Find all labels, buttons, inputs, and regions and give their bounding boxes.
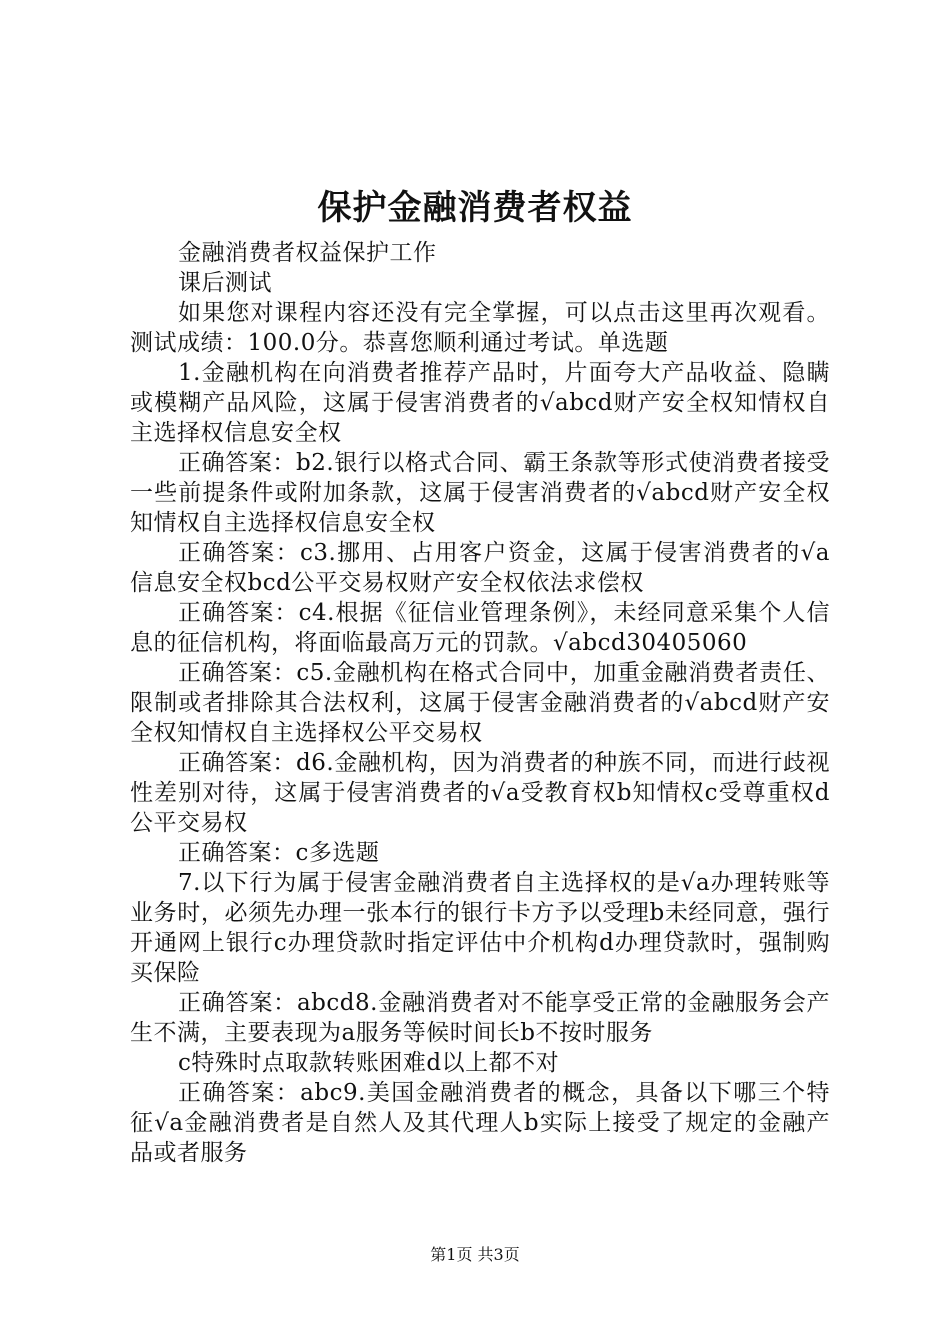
paragraph-9: 正确答案：d6.金融机构，因为消费者的种族不同，而进行歧视性差别对待，这属于侵害消费者的√a受教育权b知情权c受尊重权d公平交易权 bbox=[130, 750, 830, 836]
paragraph-13: c特殊时点取款转账困难d以上都不对 bbox=[178, 1050, 560, 1076]
paragraph-2: 课后测试 bbox=[178, 270, 272, 296]
page-footer bbox=[0, 1244, 950, 1266]
paragraph-10: 正确答案：c多选题 bbox=[178, 840, 380, 866]
paragraph-7: 正确答案：c4.根据《征信业管理条例》，未经同意采集个人信息的征信机构，将面临最高万元的罚款。√abcd30405060 bbox=[130, 600, 830, 656]
page-total: 共3页 bbox=[477, 1245, 520, 1264]
paragraph-1: 金融消费者权益保护工作 bbox=[178, 240, 437, 266]
paragraph-6: 正确答案：c3.挪用、占用客户资金，这属于侵害消费者的√a信息安全权bcd公平交易权财产安全权依法求偿权 bbox=[130, 540, 830, 596]
paragraph-8: 正确答案：c5.金融机构在格式合同中，加重金融消费者责任、限制或者排除其合法权利，这属于侵害金融消费者的√abcd财产安全权知情权自主选择权公平交易权 bbox=[130, 660, 830, 746]
page-number: 第1页 bbox=[430, 1245, 473, 1264]
document-title: 保护金融消费者权益 bbox=[317, 188, 633, 228]
paragraph-4: 1.金融机构在向消费者推荐产品时，片面夸大产品收益、隐瞒或模糊产品风险，这属于侵害消费者的√abcd财产安全权知情权自主选择权信息安全权 bbox=[130, 360, 830, 446]
paragraph-14: 正确答案：abc9.美国金融消费者的概念，具备以下哪三个特征√a金融消费者是自然人及其代理人b实际上接受了规定的金融产品或者服务 bbox=[130, 1080, 830, 1166]
paragraph-12: 正确答案：abcd8.金融消费者对不能享受正常的金融服务会产生不满，主要表现为a服务等候时间长b不按时服务 bbox=[130, 990, 830, 1046]
document-body bbox=[130, 238, 830, 1168]
paragraph-5: 正确答案：b2.银行以格式合同、霸王条款等形式使消费者接受一些前提条件或附加条款，这属于侵害消费者的√abcd财产安全权知情权自主选择权信息安全权 bbox=[130, 450, 830, 536]
paragraph-11: 7.以下行为属于侵害金融消费者自主选择权的是√a办理转账等业务时，必须先办理一张本行的银行卡方予以受理b未经同意，强行开通网上银行c办理贷款时指定评估中介机构d办理贷款时，强制购买保险 bbox=[130, 870, 830, 986]
paragraph-3: 如果您对课程内容还没有完全掌握，可以点击这里再次观看。测试成绩：100.0分。恭喜您顺利通过考试。单选题 bbox=[130, 300, 830, 356]
